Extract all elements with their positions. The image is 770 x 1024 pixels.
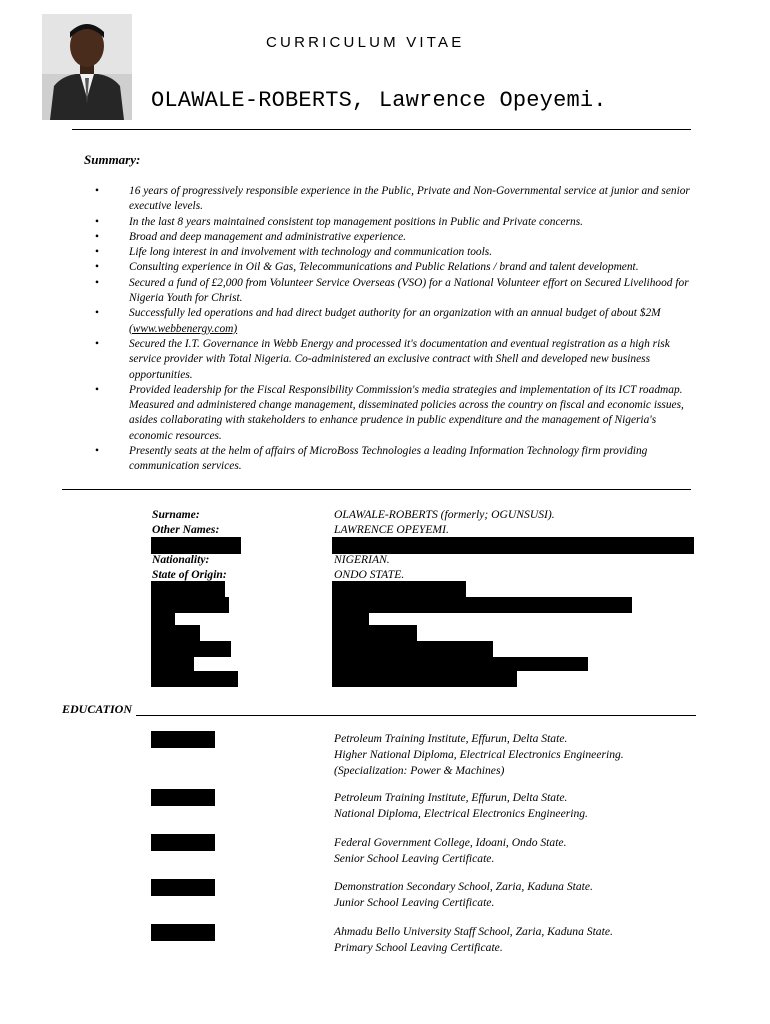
redaction-block [332, 613, 369, 625]
header-divider [72, 129, 691, 130]
document-heading: CURRICULUM VITAE [266, 34, 465, 51]
redaction-block [332, 657, 588, 671]
redaction-block [332, 581, 466, 597]
nationality-value: NIGERIAN. [334, 553, 390, 566]
education-entry [334, 835, 566, 867]
profile-photo [42, 14, 132, 120]
summary-divider [62, 489, 691, 490]
person-portrait-icon [42, 14, 132, 120]
education-specialization: (Specialization: Power & Machines) [334, 764, 505, 777]
redaction-block [332, 671, 517, 687]
education-title: EDUCATION [62, 702, 133, 716]
state-of-origin-label: State of Origin: [152, 568, 227, 581]
education-institution: Ahmadu Bello University Staff School, Zaria, Kaduna State. [334, 925, 613, 938]
summary-bullet: • In the last 8 years maintained consistent top management positions in Public and Private concerns. [95, 215, 695, 230]
education-institution: Federal Government College, Idoani, Ondo State. [334, 836, 567, 849]
redaction-block [151, 834, 215, 851]
redaction-block [151, 657, 194, 671]
redaction-block [151, 789, 215, 806]
redaction-block [151, 731, 215, 748]
summary-bullet: • Consulting experience in Oil & Gas, Telecommunications and Public Relations / brand and talent development. [95, 260, 695, 275]
education-entry [334, 879, 593, 911]
education-divider [136, 715, 696, 716]
summary-title: Summary: [84, 152, 141, 167]
education-qualification: Senior School Leaving Certificate. [334, 852, 495, 865]
education-qualification: Junior School Leaving Certificate. [334, 896, 495, 909]
summary-bullet: • Presently seats at the helm of affairs of MicroBoss Technologies a leading Information Technology firm providing communication services. [95, 444, 695, 475]
education-qualification: National Diploma, Electrical Electronics Engineering. [334, 807, 588, 820]
redaction-block [151, 879, 215, 896]
education-institution: Demonstration Secondary School, Zaria, Kaduna State. [334, 880, 593, 893]
education-institution: Petroleum Training Institute, Effurun, Delta State. [334, 791, 568, 804]
summary-bullet: • Broad and deep management and administrative experience. [95, 230, 695, 245]
redaction-block [332, 641, 493, 657]
education-entry [334, 731, 624, 779]
nationality-label: Nationality: [152, 553, 210, 566]
redaction-block [151, 537, 241, 554]
redaction-block [332, 597, 632, 613]
candidate-name: OLAWALE-ROBERTS, Lawrence Opeyemi. [151, 88, 607, 113]
education-qualification: Higher National Diploma, Electrical Electronics Engineering. [334, 748, 624, 761]
summary-bullet: • Secured the I.T. Governance in Webb Energy and processed it's documentation and eventual registration as a high risk service provider with Total Nigeria. Co-administered an exclusive contract with Shell and developed new business opportunities. [95, 337, 695, 383]
redaction-block [332, 537, 694, 554]
summary-bullet: • 16 years of progressively responsible experience in the Public, Private and Non-Governmental service at junior and senior executive levels. [95, 184, 695, 215]
summary-bullet: • Secured a fund of £2,000 from Volunteer Service Overseas (VSO) for a National Volunteer effort on Secured Livelihood for Nigeria Youth for Christ. [95, 276, 695, 307]
other-names-label: Other Names: [152, 523, 220, 536]
redaction-block [151, 641, 231, 657]
summary-bullet: • Provided leadership for the Fiscal Responsibility Commission's media strategies and implementation of its ICT roadmap. Measured and administered change management, disseminated policies across the country on fiscal and economic issues, asides collaborating with stakeholders to enhance prudence in public expenditure and the management of Nigeria's economic resources. [95, 383, 695, 444]
redaction-block [151, 671, 238, 687]
summary-bullet: • Life long interest in and involvement with technology and communication tools. [95, 245, 695, 260]
other-names-value: LAWRENCE OPEYEMI. [334, 523, 449, 536]
summary-bullet [95, 306, 695, 337]
redaction-block [151, 625, 200, 641]
redaction-block [151, 613, 175, 625]
summary-bullet-text: Successfully led operations and had direct budget authority for an organization with an annual budget of about $2M [129, 307, 661, 320]
redaction-block [151, 597, 229, 613]
surname-value: OLAWALE-ROBERTS (formerly; OGUNSUSI). [334, 508, 555, 521]
education-qualification: Primary School Leaving Certificate. [334, 941, 503, 954]
redaction-block [332, 625, 417, 641]
webbenergy-link[interactable]: (www.webbenergy.com) [129, 322, 238, 335]
education-entry [334, 924, 613, 956]
state-of-origin-value: ONDO STATE. [334, 568, 405, 581]
redaction-block [151, 581, 225, 597]
education-entry [334, 790, 588, 822]
summary-list [95, 184, 695, 475]
surname-label: Surname: [152, 508, 200, 521]
redaction-block [151, 924, 215, 941]
education-institution: Petroleum Training Institute, Effurun, Delta State. [334, 732, 568, 745]
